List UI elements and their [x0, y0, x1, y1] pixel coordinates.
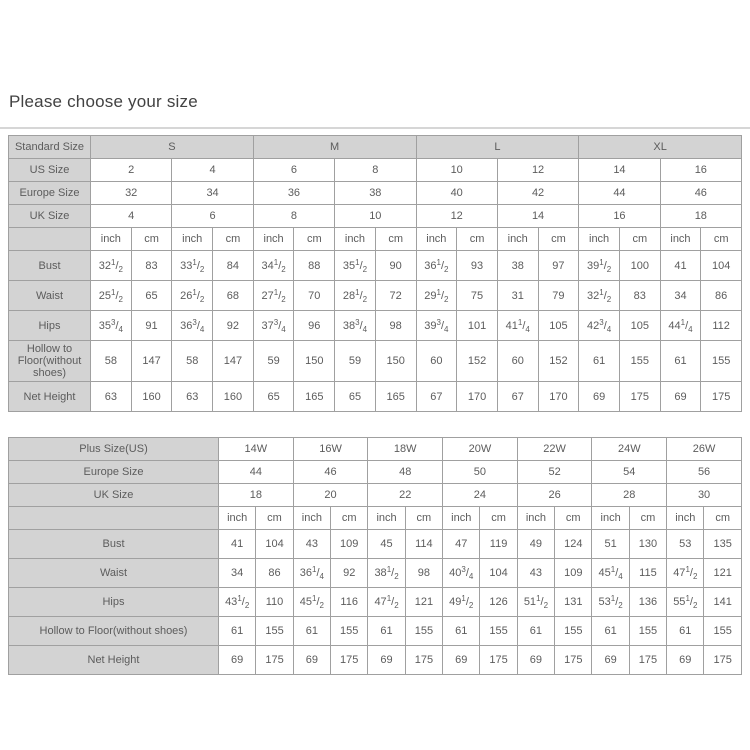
measurement-cell: 61: [219, 617, 256, 646]
size-value-cell: 14: [579, 159, 660, 182]
measurement-cell: 61: [660, 341, 701, 382]
size-group-header: L: [416, 136, 579, 159]
measurement-cell: $47^1/_2$: [368, 588, 405, 617]
size-value-cell: 24W: [592, 438, 667, 461]
unit-cell: inch: [368, 507, 405, 530]
measurement-cell: 79: [538, 281, 579, 311]
unit-cell: inch: [592, 507, 629, 530]
measurement-cell: 105: [538, 311, 579, 341]
unit-row-label: [9, 507, 219, 530]
size-value-cell: 16: [579, 205, 660, 228]
unit-cell: cm: [294, 228, 335, 251]
measurement-cell: 155: [405, 617, 442, 646]
measurement-cell: 34: [219, 559, 256, 588]
measurement-cell: 59: [253, 341, 294, 382]
measurement-cell: $32^1/_2$: [579, 281, 620, 311]
measurement-cell: $45^1/_4$: [592, 559, 629, 588]
unit-cell: inch: [91, 228, 132, 251]
row-label: Hollow to Floor(without shoes): [9, 341, 91, 382]
measurement-cell: 69: [368, 646, 405, 675]
size-group-header: S: [91, 136, 254, 159]
measurement-cell: $51^1/_2$: [517, 588, 554, 617]
measurement-cell: 150: [375, 341, 416, 382]
plus-size-table: [8, 437, 742, 675]
size-value-cell: 18: [660, 205, 741, 228]
measurement-cell: 124: [555, 530, 592, 559]
measurement-cell: $29^1/_2$: [416, 281, 457, 311]
measurement-cell: 84: [213, 251, 254, 281]
unit-cell: inch: [667, 507, 704, 530]
measurement-cell: $40^3/_4$: [443, 559, 480, 588]
size-value-cell: 10: [416, 159, 497, 182]
size-value-cell: 14: [497, 205, 578, 228]
measurement-cell: 155: [704, 617, 742, 646]
size-value-cell: 20: [293, 484, 368, 507]
measurement-cell: $38^1/_2$: [368, 559, 405, 588]
size-value-cell: 22: [368, 484, 443, 507]
unit-cell: inch: [579, 228, 620, 251]
measurement-cell: 92: [331, 559, 368, 588]
measurement-cell: 105: [619, 311, 660, 341]
measurement-cell: 43: [293, 530, 330, 559]
size-value-cell: 4: [172, 159, 253, 182]
unit-cell: cm: [375, 228, 416, 251]
measurement-cell: 92: [213, 311, 254, 341]
measurement-cell: 34: [660, 281, 701, 311]
measurement-cell: 98: [375, 311, 416, 341]
measurement-cell: $39^1/_2$: [579, 251, 620, 281]
unit-cell: cm: [480, 507, 517, 530]
measurement-cell: 155: [331, 617, 368, 646]
size-value-cell: 18: [219, 484, 294, 507]
measurement-cell: 83: [131, 251, 172, 281]
measurement-cell: 69: [293, 646, 330, 675]
size-group-header: XL: [579, 136, 742, 159]
size-value-cell: 12: [416, 205, 497, 228]
row-label: Waist: [9, 559, 219, 588]
measurement-cell: 58: [91, 341, 132, 382]
measurement-cell: 175: [701, 382, 742, 412]
unit-cell: cm: [331, 507, 368, 530]
measurement-cell: 45: [368, 530, 405, 559]
measurement-cell: 147: [131, 341, 172, 382]
measurement-cell: 155: [480, 617, 517, 646]
size-value-cell: 52: [517, 461, 592, 484]
unit-cell: cm: [555, 507, 592, 530]
measurement-cell: 121: [405, 588, 442, 617]
measurement-cell: 43: [517, 559, 554, 588]
measurement-cell: 69: [517, 646, 554, 675]
measurement-cell: 61: [579, 341, 620, 382]
measurement-cell: $43^1/_2$: [219, 588, 256, 617]
measurement-cell: 119: [480, 530, 517, 559]
unit-cell: cm: [619, 228, 660, 251]
corner-label: Standard Size: [9, 136, 91, 159]
size-value-cell: 48: [368, 461, 443, 484]
measurement-cell: 93: [457, 251, 498, 281]
measurement-cell: 88: [294, 251, 335, 281]
measurement-cell: 65: [253, 382, 294, 412]
unit-cell: inch: [253, 228, 294, 251]
measurement-cell: 75: [457, 281, 498, 311]
measurement-cell: $36^1/_4$: [293, 559, 330, 588]
measurement-cell: $36^3/_4$: [172, 311, 213, 341]
measurement-cell: 91: [131, 311, 172, 341]
standard-size-table: [8, 135, 742, 412]
measurement-cell: 165: [375, 382, 416, 412]
size-value-cell: 14W: [219, 438, 294, 461]
measurement-cell: $39^3/_4$: [416, 311, 457, 341]
row-label: Bust: [9, 530, 219, 559]
measurement-cell: 69: [219, 646, 256, 675]
measurement-cell: $35^3/_4$: [91, 311, 132, 341]
measurement-cell: 65: [335, 382, 376, 412]
measurement-cell: 170: [538, 382, 579, 412]
measurement-cell: 175: [555, 646, 592, 675]
measurement-cell: 112: [701, 311, 742, 341]
measurement-cell: $49^1/_2$: [443, 588, 480, 617]
measurement-cell: 175: [480, 646, 517, 675]
measurement-cell: $26^1/_2$: [172, 281, 213, 311]
measurement-cell: $47^1/_2$: [667, 559, 704, 588]
row-label: US Size: [9, 159, 91, 182]
measurement-cell: 155: [555, 617, 592, 646]
measurement-cell: 160: [131, 382, 172, 412]
size-value-cell: 46: [293, 461, 368, 484]
size-value-cell: 8: [335, 159, 416, 182]
measurement-cell: 175: [405, 646, 442, 675]
measurement-cell: $28^1/_2$: [335, 281, 376, 311]
measurement-cell: 96: [294, 311, 335, 341]
page-title: Please choose your size: [9, 92, 198, 111]
size-value-cell: 12: [497, 159, 578, 182]
measurement-cell: 60: [416, 341, 457, 382]
measurement-cell: 109: [331, 530, 368, 559]
measurement-cell: 175: [256, 646, 293, 675]
measurement-cell: $44^1/_4$: [660, 311, 701, 341]
measurement-cell: 86: [701, 281, 742, 311]
measurement-cell: 97: [538, 251, 579, 281]
unit-cell: cm: [629, 507, 666, 530]
measurement-cell: 61: [592, 617, 629, 646]
unit-cell: inch: [497, 228, 538, 251]
measurement-cell: 165: [294, 382, 335, 412]
size-value-cell: 44: [219, 461, 294, 484]
measurement-cell: 90: [375, 251, 416, 281]
measurement-cell: 63: [91, 382, 132, 412]
row-label: Europe Size: [9, 461, 219, 484]
size-value-cell: 16: [660, 159, 741, 182]
row-label: Hips: [9, 588, 219, 617]
size-value-cell: 26W: [667, 438, 742, 461]
measurement-cell: 131: [555, 588, 592, 617]
unit-cell: cm: [704, 507, 742, 530]
measurement-cell: 68: [213, 281, 254, 311]
measurement-cell: 115: [629, 559, 666, 588]
unit-cell: cm: [256, 507, 293, 530]
unit-cell: cm: [538, 228, 579, 251]
measurement-cell: 69: [660, 382, 701, 412]
size-value-cell: 40: [416, 182, 497, 205]
measurement-cell: 104: [701, 251, 742, 281]
measurement-cell: 98: [405, 559, 442, 588]
unit-cell: inch: [517, 507, 554, 530]
measurement-cell: 160: [213, 382, 254, 412]
row-label: Hollow to Floor(without shoes): [9, 617, 219, 646]
divider-line: [0, 127, 750, 129]
measurement-cell: 141: [704, 588, 742, 617]
unit-cell: inch: [293, 507, 330, 530]
row-label: Plus Size(US): [9, 438, 219, 461]
measurement-cell: 51: [592, 530, 629, 559]
measurement-cell: 155: [701, 341, 742, 382]
measurement-cell: 104: [256, 530, 293, 559]
size-value-cell: 44: [579, 182, 660, 205]
measurement-cell: 104: [480, 559, 517, 588]
measurement-cell: 152: [538, 341, 579, 382]
measurement-cell: 150: [294, 341, 335, 382]
measurement-cell: 61: [667, 617, 704, 646]
measurement-cell: 41: [219, 530, 256, 559]
measurement-cell: 53: [667, 530, 704, 559]
measurement-cell: 61: [443, 617, 480, 646]
measurement-cell: 61: [293, 617, 330, 646]
size-group-header: M: [253, 136, 416, 159]
measurement-cell: 155: [256, 617, 293, 646]
measurement-cell: 130: [629, 530, 666, 559]
measurement-cell: 31: [497, 281, 538, 311]
unit-cell: inch: [172, 228, 213, 251]
size-value-cell: 4: [91, 205, 172, 228]
measurement-cell: 70: [294, 281, 335, 311]
unit-cell: inch: [660, 228, 701, 251]
measurement-cell: 47: [443, 530, 480, 559]
measurement-cell: 152: [457, 341, 498, 382]
measurement-cell: 61: [368, 617, 405, 646]
row-label: UK Size: [9, 484, 219, 507]
unit-cell: cm: [405, 507, 442, 530]
measurement-cell: 175: [619, 382, 660, 412]
size-value-cell: 54: [592, 461, 667, 484]
row-label: Waist: [9, 281, 91, 311]
measurement-cell: $25^1/_2$: [91, 281, 132, 311]
unit-cell: inch: [443, 507, 480, 530]
unit-cell: cm: [131, 228, 172, 251]
row-label: Net Height: [9, 382, 91, 412]
measurement-cell: $35^1/_2$: [335, 251, 376, 281]
measurement-cell: 175: [704, 646, 742, 675]
measurement-cell: 72: [375, 281, 416, 311]
row-label: UK Size: [9, 205, 91, 228]
size-value-cell: 22W: [517, 438, 592, 461]
unit-cell: cm: [457, 228, 498, 251]
measurement-cell: 135: [704, 530, 742, 559]
measurement-cell: $55^1/_2$: [667, 588, 704, 617]
size-value-cell: 38: [335, 182, 416, 205]
unit-cell: inch: [416, 228, 457, 251]
measurement-cell: 67: [416, 382, 457, 412]
measurement-cell: 147: [213, 341, 254, 382]
size-value-cell: 28: [592, 484, 667, 507]
measurement-cell: $34^1/_2$: [253, 251, 294, 281]
measurement-cell: 114: [405, 530, 442, 559]
size-value-cell: 24: [443, 484, 518, 507]
size-value-cell: 42: [497, 182, 578, 205]
measurement-cell: 41: [660, 251, 701, 281]
measurement-cell: $27^1/_2$: [253, 281, 294, 311]
measurement-cell: 63: [172, 382, 213, 412]
measurement-cell: 175: [629, 646, 666, 675]
measurement-cell: 136: [629, 588, 666, 617]
measurement-cell: 61: [517, 617, 554, 646]
measurement-cell: 116: [331, 588, 368, 617]
measurement-cell: 121: [704, 559, 742, 588]
unit-cell: inch: [335, 228, 376, 251]
unit-cell: inch: [219, 507, 256, 530]
row-label: Europe Size: [9, 182, 91, 205]
size-value-cell: 2: [91, 159, 172, 182]
size-value-cell: 6: [253, 159, 334, 182]
measurement-cell: 175: [331, 646, 368, 675]
measurement-cell: 69: [592, 646, 629, 675]
measurement-cell: $32^1/_2$: [91, 251, 132, 281]
size-value-cell: 32: [91, 182, 172, 205]
size-value-cell: 36: [253, 182, 334, 205]
size-value-cell: 46: [660, 182, 741, 205]
measurement-cell: $37^3/_4$: [253, 311, 294, 341]
measurement-cell: $42^3/_4$: [579, 311, 620, 341]
size-value-cell: 16W: [293, 438, 368, 461]
row-label: Hips: [9, 311, 91, 341]
unit-row-label: [9, 228, 91, 251]
measurement-cell: 69: [443, 646, 480, 675]
size-value-cell: 20W: [443, 438, 518, 461]
size-value-cell: 18W: [368, 438, 443, 461]
size-value-cell: 50: [443, 461, 518, 484]
measurement-cell: 155: [619, 341, 660, 382]
measurement-cell: 69: [579, 382, 620, 412]
measurement-cell: 110: [256, 588, 293, 617]
unit-cell: cm: [213, 228, 254, 251]
row-label: Bust: [9, 251, 91, 281]
measurement-cell: 69: [667, 646, 704, 675]
measurement-cell: $41^1/_4$: [497, 311, 538, 341]
measurement-cell: 170: [457, 382, 498, 412]
measurement-cell: 83: [619, 281, 660, 311]
measurement-cell: 101: [457, 311, 498, 341]
size-value-cell: 10: [335, 205, 416, 228]
measurement-cell: 58: [172, 341, 213, 382]
size-value-cell: 8: [253, 205, 334, 228]
size-value-cell: 56: [667, 461, 742, 484]
measurement-cell: 60: [497, 341, 538, 382]
unit-cell: cm: [701, 228, 742, 251]
measurement-cell: $36^1/_2$: [416, 251, 457, 281]
measurement-cell: 86: [256, 559, 293, 588]
measurement-cell: 109: [555, 559, 592, 588]
measurement-cell: $53^1/_2$: [592, 588, 629, 617]
size-value-cell: 34: [172, 182, 253, 205]
size-value-cell: 26: [517, 484, 592, 507]
size-value-cell: 30: [667, 484, 742, 507]
measurement-cell: 38: [497, 251, 538, 281]
row-label: Net Height: [9, 646, 219, 675]
measurement-cell: $45^1/_2$: [293, 588, 330, 617]
measurement-cell: $38^3/_4$: [335, 311, 376, 341]
measurement-cell: 126: [480, 588, 517, 617]
measurement-cell: 100: [619, 251, 660, 281]
measurement-cell: 67: [497, 382, 538, 412]
size-value-cell: 6: [172, 205, 253, 228]
measurement-cell: 49: [517, 530, 554, 559]
measurement-cell: 59: [335, 341, 376, 382]
measurement-cell: $33^1/_2$: [172, 251, 213, 281]
measurement-cell: 65: [131, 281, 172, 311]
measurement-cell: 155: [629, 617, 666, 646]
